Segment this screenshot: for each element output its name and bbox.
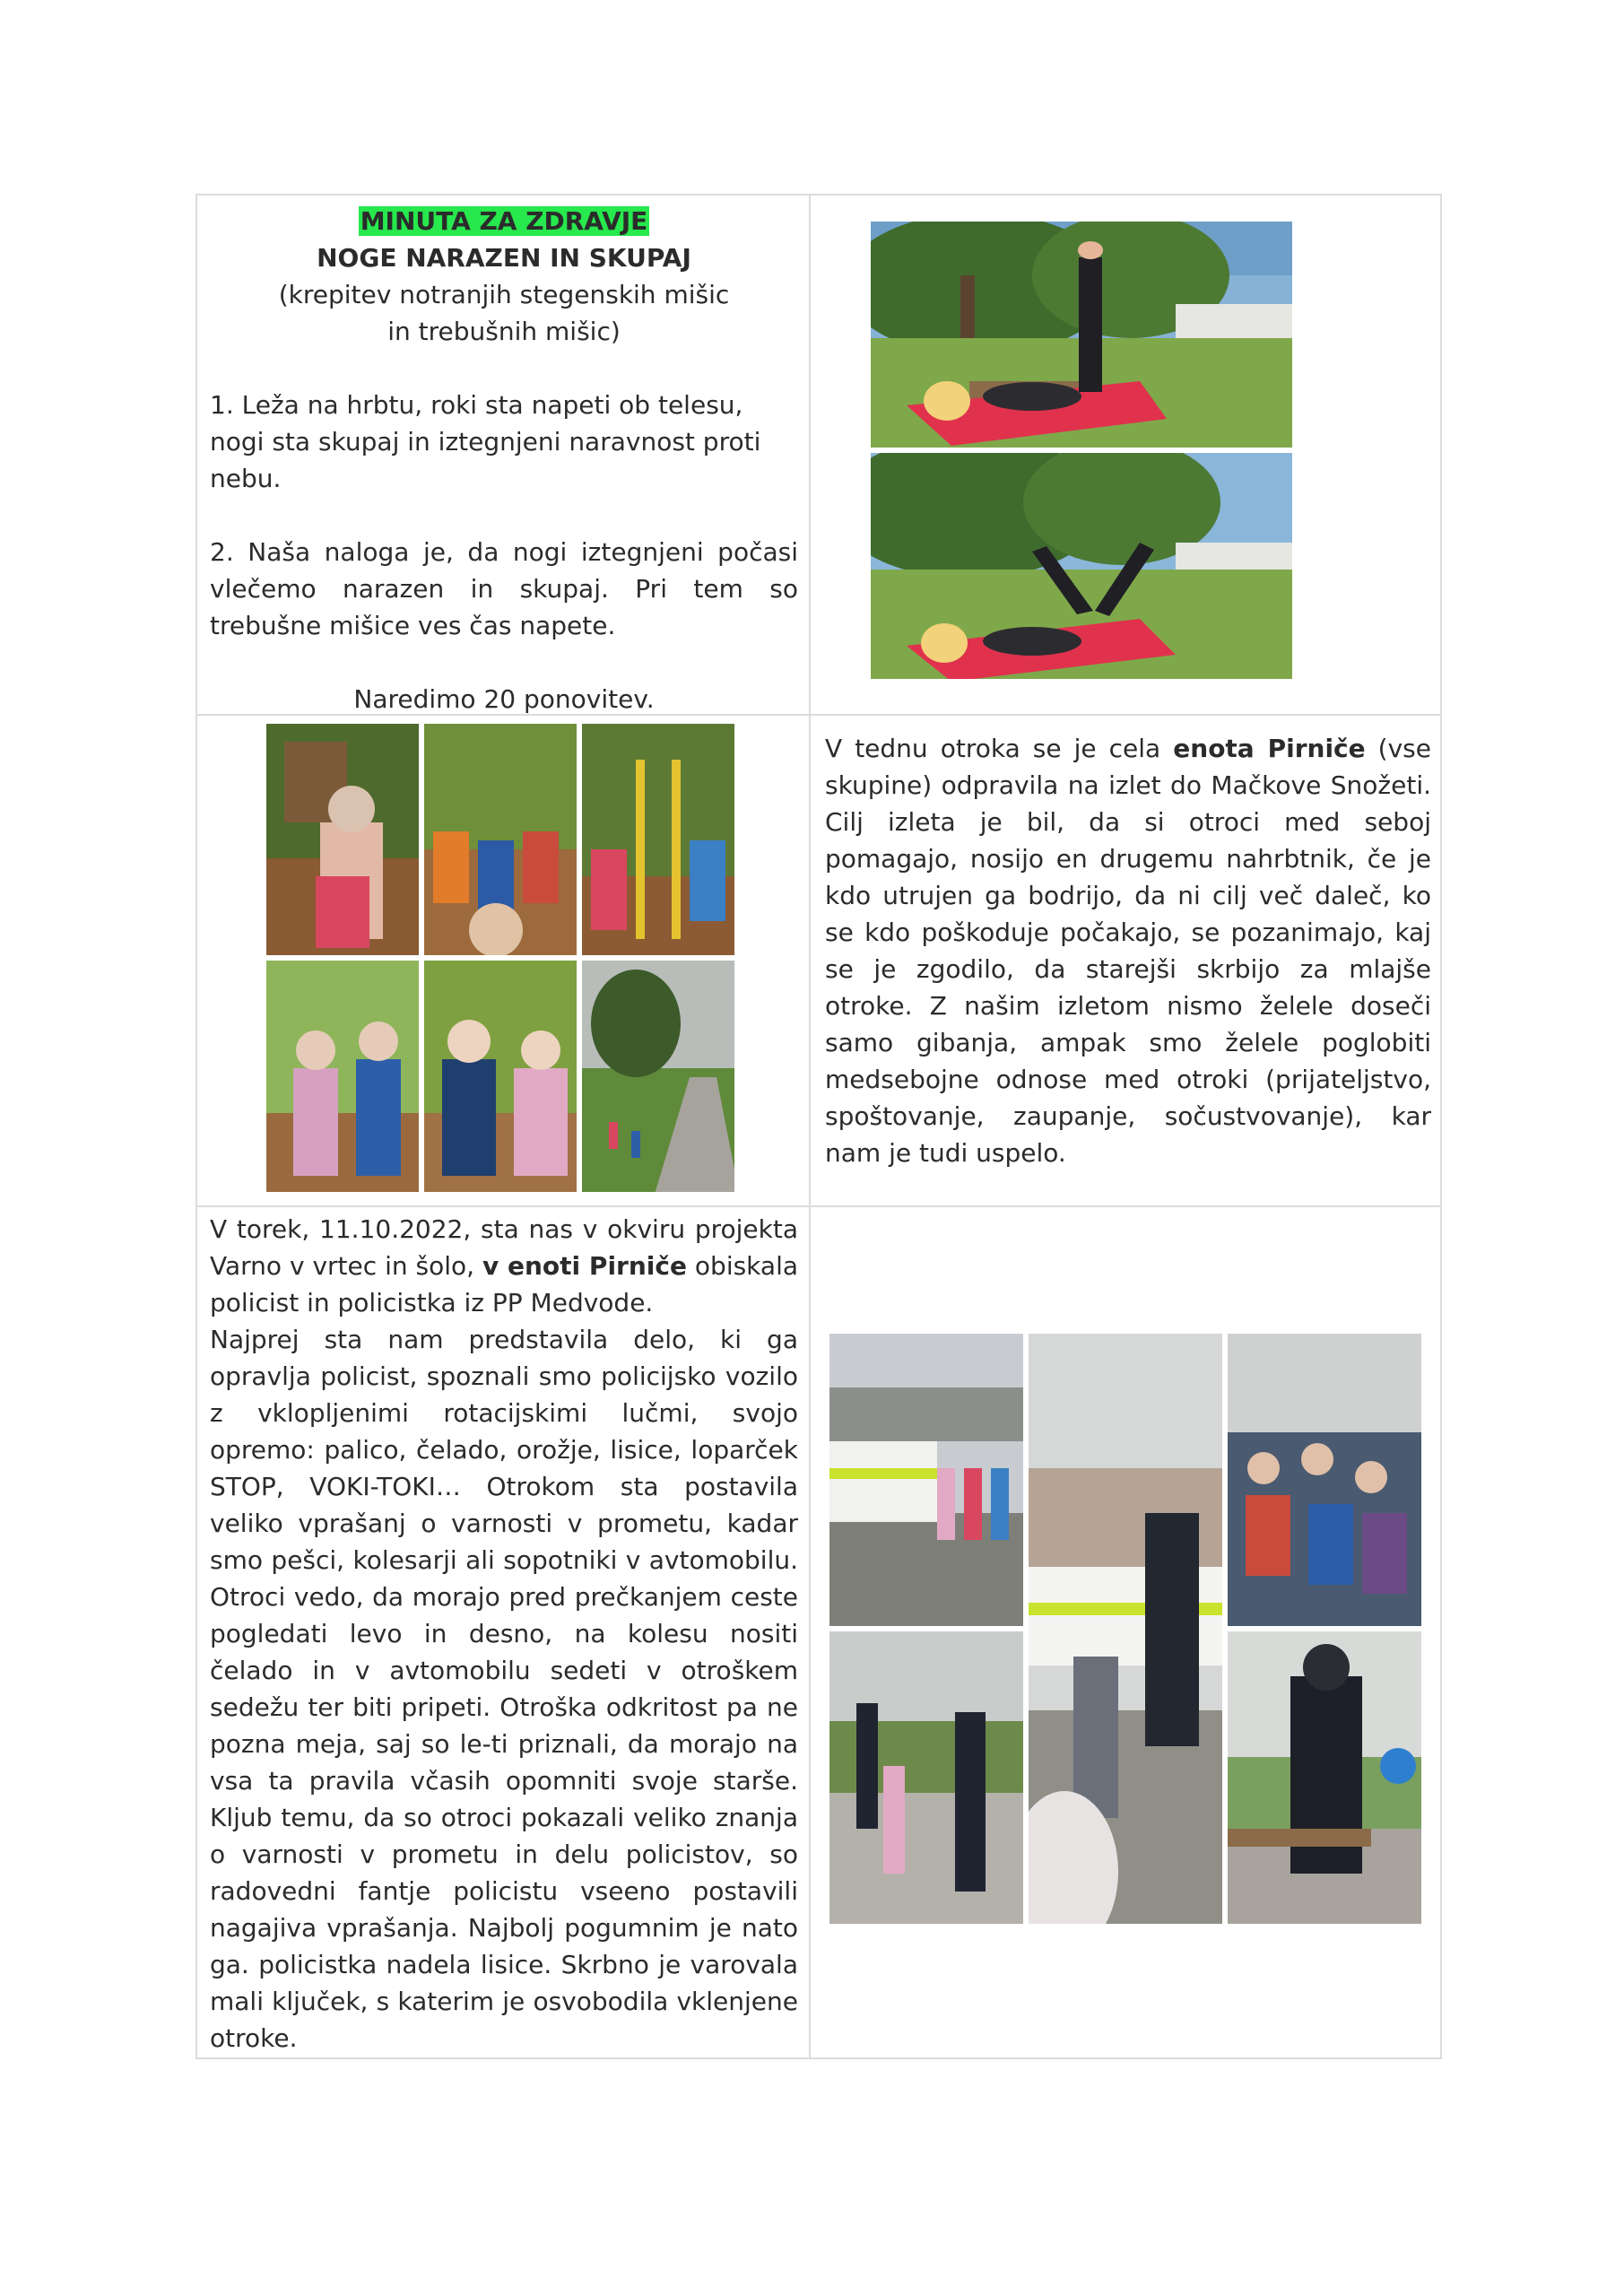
section-title: MINUTA ZA ZDRAVJE <box>360 206 648 236</box>
police-intro-start: V torek, 11.10.2022, sta nas v okviru projekta Varno v vrtec in šolo, <box>210 1214 798 1281</box>
exercise-step-2: 2. Naša naloga je, da nogi iztegnjeni počasi vlečemo narazen in skupaj. Pri tem so trebušne mišice ves čas napete. <box>210 537 798 640</box>
exercise-title: NOGE NARAZEN IN SKUPAJ <box>317 243 691 273</box>
police-intro-paragraph <box>210 1211 798 1321</box>
exercise-photo-legs-up-image <box>871 222 1295 450</box>
hike-photo-6 <box>579 958 737 1195</box>
hike-text-rest: (vse skupine) odpravila na izlet do Mačkove Snožeti. Cilj izleta je bil, da si otroci med seboj pomagajo, nosijo en drugemu nahrbtnik, če je kdo utrujen ga bodrijo, da ni cilj več daleč, ko se kdo poškoduje počakajo, se pozanimajo, kaj se je zgodilo, da starejši skrbijo za mlajše otroke. Z našim izletom nismo želele doseči samo gibanja, ampak smo želele poglobiti medsebojne odnose med otroki (prijateljstvo, spoštovanje, zaupanje, sočustvovanje), kar nam je tudi uspelo. <box>825 734 1431 1168</box>
police-photo-2 <box>1026 1331 1225 1926</box>
police-photo-3 <box>1225 1331 1424 1629</box>
document-table <box>195 194 1442 2059</box>
exercise-photo-legs-apart <box>868 450 1295 682</box>
exercise-photo-legs-up <box>868 219 1295 450</box>
police-visit-cell <box>210 1211 798 2057</box>
hike-photo-3 <box>579 721 737 958</box>
police-photo-4 <box>827 1629 1026 1926</box>
row-divider-2 <box>197 1205 1440 1207</box>
hike-photo-5 <box>421 958 579 1195</box>
exercise-cell <box>210 203 798 718</box>
exercise-step-1: 1. Leža na hrbtu, roki sta napeti ob telesu, nogi sta skupaj in iztegnjeni naravnost proti nebu. <box>210 390 761 493</box>
police-photo-5 <box>1225 1629 1424 1926</box>
hike-text-cell <box>825 730 1431 1171</box>
police-photo-1 <box>827 1331 1026 1629</box>
hike-photo-4 <box>264 958 421 1195</box>
exercise-repetitions: Naredimo 20 ponovitev. <box>353 684 655 714</box>
hike-paragraph <box>825 730 1431 1171</box>
police-body-paragraph: Najprej sta nam predstavila delo, ki ga opravlja policist, spoznali smo policijsko vozilo z vklopljenimi rotacijskimi lučmi, svojo opremo: palico, čelado, orožje, lisice, loparček STOP, VOKI-TOKI… Otrokom sta postavila veliko vprašanj o varnosti v prometu, kadar smo pešci, kolesarji ali sopotniki v avtomobilu. Otroci vedo, da morajo pred prečkanjem ceste pogledati levo in desno, na kolesu nositi čelado in v avtomobilu sedeti v otroškem sedežu ter biti pripeti. Otroška odkritost pa ne pozna meja, saj so le-ti priznali, da morajo na vsa ta pravila včasih opomniti svoje starše. Kljub temu, da so otroci pokazali veliko znanja o varnosti v prometu in delu policistov, so radovedni fantje policistu vseeno postavili nagajiva vprašanja. Najbolj pogumnim je nato ga. policistka nadela lisice. Skrbno je varovala mali ključek, s katerim je osvobodila vklenjene otroke. <box>210 1325 798 2053</box>
hike-text-unit: enota Pirniče <box>1173 734 1366 763</box>
police-intro-unit: v enoti Pirniče <box>482 1251 687 1281</box>
exercise-photo-legs-apart-image <box>871 453 1295 682</box>
exercise-description: (krepitev notranjih stegenskih mišic in trebušnih mišic) <box>278 280 730 346</box>
hike-photo-1 <box>264 721 421 958</box>
hike-photo-2 <box>421 721 579 958</box>
column-divider <box>809 196 811 2057</box>
hike-text-start: V tednu otroka se je cela <box>825 734 1174 763</box>
police-intro-rest: obiskala policist in policistka iz PP Medvode. <box>210 1251 799 1318</box>
